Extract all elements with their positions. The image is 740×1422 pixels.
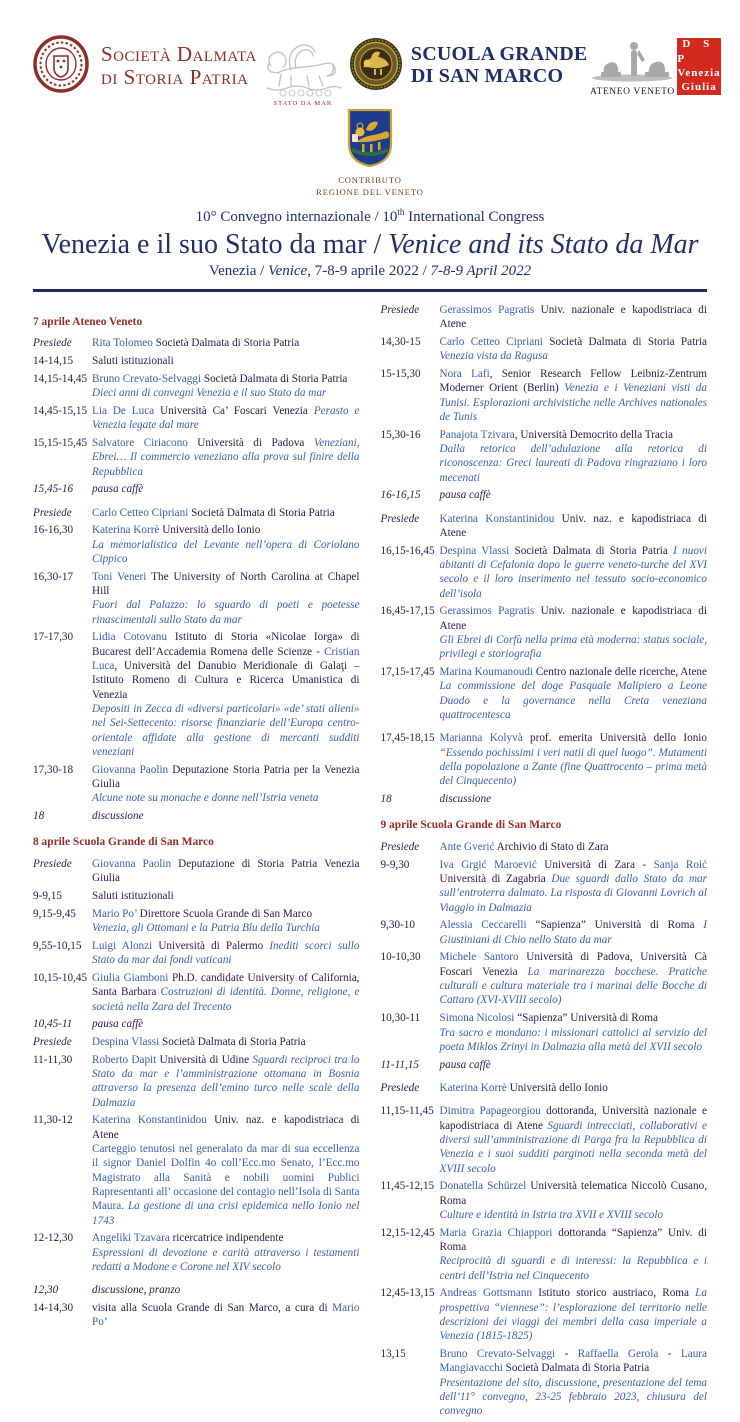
program-row [381,665,708,722]
time-slot: 10,45-11 [33,1018,73,1031]
affiliation-text: Centro nazionale delle ricerche, Atene [533,666,707,679]
congress-subtitle: 10° Convegno internazionale / 10th International Congress [195,206,545,225]
affiliation-text: Ph.D. candidate University of California, Santa Barbara [92,971,360,999]
time-slot: 9,55-10,15 [33,939,82,952]
break-note: pausa caffè [92,483,144,496]
congress-title: Venezia e il suo Stato da mar / Venice and its Stato da Mar [41,228,699,260]
scuola-grande-wordmark: SCUOLA GRANDE DI SAN MARCO [410,43,588,87]
program-row [33,630,360,759]
program-row [33,1035,360,1049]
entry-text [92,630,360,759]
talk-title: La gestione di una crisi epidemica nello Ionio nel 1743 [92,1200,360,1227]
program-row [33,506,360,520]
affiliation-text: Univ. nazionale e kapodistriaca di Atene [439,605,707,632]
speaker-name: Lidia Cotovanu [92,631,167,644]
program-row [381,858,708,915]
talk-title: La memorialistica del Levante nell’opera di Coriolano Cippico [92,538,360,565]
affiliation-text: prof. emerita Università dello Ionio [522,732,707,745]
time-slot: 11-11,30 [33,1053,73,1066]
program-row [33,436,360,479]
program-row [33,482,360,496]
entry-text [92,436,360,479]
program-row [381,731,708,788]
speaker-name: Katerina Korrè [92,524,160,537]
program-row [381,1104,708,1176]
entry-text [92,939,360,968]
affiliation-text: ricercatrice indipendente [169,1232,284,1245]
affiliation-text: Deputazione di Storia Patria Venezia Giulia [92,858,360,885]
affiliation-text: Università di Padova [187,436,314,449]
affiliation-text: Saluti istituzionali [92,355,174,368]
time-slot: Presiede [380,303,420,316]
program-row [33,1113,360,1228]
logo-regione-veneto [33,108,707,199]
speaker-name: Nora Lafi [439,367,490,380]
logo-stato-da-mar [257,36,349,107]
affiliation-text: Direttore Scuola Grande di San Marco [136,907,313,920]
entry-text [92,570,360,627]
speaker-name: Sanja Roić [653,858,707,871]
entry-text [92,354,360,368]
time-slot: 12-12,30 [33,1232,74,1245]
time-slot: Presiede [380,841,420,853]
affiliation-text: Università di Udine [156,1053,253,1066]
entry-text [92,523,360,566]
entry-text [92,1053,360,1110]
speaker-name: Mario Po’ [92,907,137,920]
time-slot: 18 [380,793,392,806]
affiliation-text: Società Dalmata di Storia Patria [201,372,348,385]
program-row [381,918,708,947]
talk-title: Alcune note su monache e donne nell’Istria veneta [92,792,319,805]
affiliation-text: Università dello Ionio [159,524,261,537]
stato-da-mar-lion-icon [257,85,349,102]
logo-scuola-grande [349,37,588,96]
logo-ateneo-veneto [587,36,677,97]
speaker-name: Marina Koumanoudi [439,666,534,679]
time-slot: 10,15-10,45 [33,971,88,984]
affiliation-text: The University of North Carolina at Chapel Hill [92,570,360,598]
program-row [33,1053,360,1110]
divider-rule [33,289,707,292]
time-slot: 14,45-15,15 [33,404,88,417]
entry-text [92,1231,360,1274]
program-row [33,372,360,401]
entry-text [440,918,708,947]
speaker-name: Cristian Luca [92,645,360,673]
time-slot: 11,45-12,15 [380,1180,435,1193]
program-row [381,1058,708,1072]
entry-text [440,367,708,424]
affiliation-text: Società Dalmata di Storia Patria [152,337,300,350]
entry-text [440,544,708,601]
affiliation-text: Università dello Ionio [506,1081,608,1094]
program-column-left [33,303,360,1333]
program-row [33,763,360,806]
time-slot: 13,15 [380,1348,406,1361]
affiliation-text: visita alla Scuola Grande di San Marco, a cura di [92,1302,333,1315]
affiliation-text: “Sapienza” Università di Roma [526,919,704,932]
dsp-line1: D S P [677,38,715,65]
program-row [33,809,360,823]
time-slot: 9-9,30 [380,858,410,871]
talk-title: La marinarezza bocchese. Pratiche culturali e cultura materiale tra i marinai delle Bocche di Cattaro (XVI-XVIII secolo) [439,965,707,1007]
affiliation-text: Università di Zagabria [439,873,552,886]
speaker-name: Angeliki Tzavara [92,1232,170,1245]
time-slot: 14-14,15 [33,355,74,368]
stato-da-mar-caption: STATO DA MAR [273,99,333,107]
time-slot: 11,15-11,45 [380,1105,434,1118]
affiliation-text: Società Dalmata di Storia Patria [502,1362,650,1375]
entry-text [92,889,360,903]
speaker-name: Giulia Giamboni [92,971,169,984]
program-row [381,840,708,854]
logos-row [33,26,721,107]
entry-text [92,404,360,433]
program-row [381,544,708,601]
time-slot: 9-9,15 [33,890,62,903]
time-slot: 12,30 [33,1284,59,1297]
program-row [33,1283,360,1297]
time-slot: 17,30-18 [33,763,74,776]
affiliation-text: Società Dalmata di Storia Patria [509,544,674,557]
program-row [381,1226,708,1283]
talk-title: Venezia e i Veneziani visti da Tunisi. Esplorazioni archivistiche nelle Archives nationales de Tunis [439,382,707,423]
program-row [33,857,360,886]
program-row [381,1081,708,1095]
affiliation-text: - [658,1348,681,1361]
affiliation-text: Società Dalmata di Storia Patria [542,335,707,348]
speaker-name: Despina Vlassi [439,544,510,557]
talk-title: Veneziani, Ebrei… Il commercio veneziano alla prova sul finire della Repubblica [92,436,360,478]
program-row [381,488,708,502]
entry-text [92,857,360,886]
talk-title: Venezia vista da Ragusa [439,350,548,363]
affiliation-text: , Senior Research Fellow Leibniz-Zentrum Moderner Orient (Berlin) [439,367,707,395]
affiliation-text: Istituto storico austriaco, Roma [532,1287,696,1300]
program-row [381,367,708,424]
talk-title: Fuori dal Palazzo: lo sguardo di poeti e poetesse rinascimentali sullo Stato da mar [92,599,360,626]
entry-text [440,665,708,722]
program-row [381,1286,708,1343]
time-slot: 12,45-13,15 [380,1287,435,1300]
affiliation-text: Università Ca’ Foscari Venezia [154,404,314,417]
speaker-name: Mario Po’ [92,1302,360,1329]
entry-text [92,1113,360,1228]
speaker-name: Despina Vlassi [92,1036,160,1048]
program-row [33,939,360,968]
speaker-name: Dimitra Papageorgiou [439,1105,541,1118]
talk-title: Costruzioni di identità. Donne, religione, e società nella Zara del Trecento [92,986,360,1013]
program-row [33,971,360,1014]
time-slot: Presiede [33,337,72,350]
affiliation-text: - [555,1348,578,1361]
break-note: pausa caffè [439,489,491,502]
scuola-grande-seal-icon [349,37,403,96]
time-slot: Presiede [33,858,72,871]
time-slot: Presiede [380,1081,420,1094]
contributo-caption: CONTRIBUTO REGIONE DEL VENETO [316,175,424,197]
talk-title: Tra sacro e mondano: i missionari cattolici al servizio del poeta Miklos Zrinyi in Dalmazia alla metà del XVII secolo [439,1026,707,1053]
affiliation-text: Univ. nazionale e kapodistriaca di Atene [439,303,707,331]
talk-title: La commissione del doge Pasquale Malipiero a Leone Duodo e la governance nella Creta veneziana quattrocentesca [439,680,707,722]
entry-text [92,1283,360,1297]
speaker-name: Giovanna Paolin [92,858,172,871]
speaker-name: Michele Santoro [439,951,519,964]
talk-title: Gli Ebrei di Corfù nella prima età moderna: status sociale, privilegi e storiografia [439,634,707,661]
talk-title: Depositi in Zecca di «diversi particolari» «de’ stati alieni» nel Sei-Settecento: risorse finanziarie dell’Europa centro-orientale affidate alla gestione di mercanti sudditi veneziani [92,703,360,759]
time-slot: 16,15-16,45 [380,544,435,557]
title-block [33,207,707,280]
program-columns [33,303,707,1422]
program-column-right [381,303,708,1422]
time-slot: 15-15,30 [380,367,421,380]
speaker-name: Raffaella Gerola [577,1348,659,1361]
affiliation-text: dottoranda, Università nazionale e kapodistriaca di Atene [439,1105,707,1132]
talk-description: Carteggio tenutosi nel generalato da mar di sua eccellenza il signor Daniel Dolfin 4o coll’Ecc.mo Senato, l’Ecc.mo Magistrato alla Sanità e nobili uomini Publici Rapresentanti all’ occasione del contagio nell’Isola di Santa Maura. [92,1143,360,1213]
entry-text [92,506,360,520]
entry-text [92,971,360,1014]
talk-title: Reciprocità di sguardi e di interessi: la Repubblica e i centri dell’Istria nel Cinquecento [439,1255,707,1282]
affiliation-text: Università di Palermo [152,939,270,952]
time-slot: 14-14,30 [33,1302,74,1315]
affiliation-text: , Università Democrito della Tracia [514,428,673,441]
speaker-name: Ante Gverić [439,841,495,853]
program-row [381,1347,708,1419]
affiliation-text: dottoranda “Sapienza” Univ. di Roma [439,1226,707,1253]
entry-text [440,1347,708,1419]
entry-text [440,512,708,541]
dsp-line3: Giulia [681,81,717,94]
speaker-name: Toni Veneri [92,570,147,583]
time-slot: 11,30-12 [33,1114,73,1127]
talk-title: La prospettiva “viennese”: l’esplorazione del territorio nelle descrizioni dei viaggi dei membri della casa imperiale a Venezia (1815-1825) [439,1287,707,1343]
ateneo-veneto-statues-icon [587,69,677,86]
program-row [381,792,708,806]
program-row [381,1179,708,1222]
entry-text [440,1081,708,1095]
affiliation-text: Università telematica Niccolò Cusano, Roma [439,1180,707,1207]
entry-text [440,792,708,806]
talk-title: I Giustiniani di Chio nello Stato da mar [439,919,707,946]
entry-text [92,1017,360,1031]
affiliation-text: Istituto di Storia «Nicolae Iorga» di Bucarest dell’Accademia Romena delle Scienze - [92,631,360,658]
time-slot: 17,45-18,15 [380,732,435,745]
regione-veneto-crest-icon [346,155,394,172]
talk-title: Sguardi intrecciati, collaborativi e diversi sull’amministrazione di Parga fra la Repubblica di Venezia e i suoi sudditi parginoti nella seconda metà del XVIII secolo [439,1119,707,1175]
time-slot: Presiede [33,1036,72,1048]
time-slot: 9,15-9,45 [33,907,76,920]
program-row [33,523,360,566]
program-row [33,404,360,433]
speaker-name: Andreas Gottsmann [439,1287,533,1300]
session-header: 9 aprile Scuola Grande di San Marco [380,819,562,832]
break-note: discussione, pranzo [92,1284,181,1297]
societa-dalmata-seal-icon [33,35,89,98]
time-slot: 10,30-11 [380,1012,421,1025]
entry-text [440,303,708,332]
time-slot: 16-16,30 [33,524,74,537]
entry-text [92,809,360,823]
talk-title: Due sguardi dallo Stato da mar sull’entroterra dalmato. La risposta di Giovanni Lovrich al Viaggio in Dalmazia [439,873,708,914]
speaker-name: Gerassimos Pagratis [439,303,535,316]
time-slot: 12,15-12,45 [380,1226,435,1239]
time-slot: 17-17,30 [33,631,74,644]
time-slot: 14,30-15 [380,335,421,348]
program-row [33,1231,360,1274]
speaker-name: Katerina Konstantinidou [439,512,555,525]
program-row [33,1301,360,1330]
program-row [33,354,360,368]
talk-title: I nuovi abitanti di Cefalonia dopo le guerre veneto-turche del XVI secolo e il loro inserimento nel tessuto socio-economico dell’isola [439,544,707,600]
break-note: discussione [92,810,144,823]
speaker-name: Salvatore Ciriacono [92,436,188,449]
entry-text [92,763,360,806]
entry-text [440,840,708,854]
time-slot: 16,30-17 [33,570,74,583]
time-slot: 18 [33,810,45,823]
entry-text [92,1301,360,1330]
speaker-name: Luigi Alonzi [92,939,153,952]
entry-text [440,731,708,788]
program-row [33,336,360,350]
time-slot: Presiede [380,512,420,525]
program-row [381,950,708,1007]
talk-title: Sguardi reciproci tra lo Stato da mar e l’amministrazione ottomana in Bosnia attraverso la presenza dell’emino turco nelle scale della Dalmazia [92,1053,360,1109]
program-row [33,1017,360,1031]
session-header: 8 aprile Scuola Grande di San Marco [33,836,214,849]
entry-text [92,372,360,401]
time-slot: 16-16,15 [380,489,421,502]
entry-text [440,335,708,364]
program-row [381,512,708,541]
speaker-name: Marianna Kolyvà [439,732,523,745]
break-note: pausa caffè [92,1018,144,1031]
time-slot: 10-10,30 [380,951,421,964]
affiliation-text: Archivio di Stato di Zara [494,841,609,853]
speaker-name: Alessia Ceccarelli [439,919,527,932]
affiliation-text: Società Dalmata di Storia Patria [159,1036,306,1048]
speaker-name: Roberto Dapit [92,1053,157,1066]
time-slot: 11-11,15 [380,1058,419,1071]
affiliation-text: Saluti istituzionali [92,890,174,903]
entry-text [440,950,708,1007]
entry-text [440,1011,708,1054]
speaker-name: Donatella Schürzel [439,1180,527,1193]
entry-text [440,428,708,485]
time-slot: 15,15-15,45 [33,436,88,449]
speaker-name: Lia De Luca [92,404,155,417]
speaker-name: Rita Tolomeo [92,337,153,350]
program-row [381,428,708,485]
logo-societa-dalmata [33,35,257,98]
entry-text [92,482,360,496]
program-row [33,889,360,903]
talk-title: Dalla retorica dell’adulazione alla retorica di riconoscenza: Greci laureati di Padova ringraziano i loro mecenati [439,442,707,484]
speaker-name: Giovanna Paolin [92,763,169,776]
entry-text [440,1226,708,1283]
entry-text [440,1286,708,1343]
affiliation-text: Univ. naz. e kapodistriaca di Atene [439,512,708,539]
entry-text [440,1104,708,1176]
break-note: discussione [439,793,492,806]
speaker-name: Katerina Korrè [439,1081,507,1094]
time-slot: 17,15-17,45 [380,666,435,679]
talk-title: Espressioni di devozione e carità attraverso i testamenti redatti a Modone e Corone nel XIV secolo [92,1246,360,1274]
entry-text [440,1058,708,1072]
societa-dalmata-wordmark: Società Dalmata di Storia Patria [101,41,257,89]
program-row [381,335,708,364]
entry-text [92,336,360,350]
speaker-name: Gerassimos Pagratis [439,605,535,618]
program-row [33,570,360,627]
dsp-line2: Venezia [677,67,721,79]
speaker-name: Bruno Crevato-Selvaggi [92,372,202,385]
affiliation-text: “Sapienza” Università di Roma [514,1012,658,1025]
program-row [381,1011,708,1054]
entry-text [440,488,708,502]
talk-title: Culture e identità in Istria tra XVII e XVIII secolo [439,1208,664,1221]
talk-title: Presentazione del sito, discussione, presentazione del tema dell’11° convegno, 23-25 febbraio 2023, chiusura del convegno [439,1376,707,1418]
time-slot: 15,30-16 [380,428,421,441]
speaker-name: Simona Nicolosi [439,1012,515,1025]
entry-text [440,604,708,661]
entry-text [92,907,360,936]
affiliation-text: Società Dalmata di Storia Patria [188,506,335,519]
program-row [381,604,708,661]
talk-title: Perasto e Venezia legate dal mare [92,404,360,432]
entry-text [440,1179,708,1222]
entry-text [440,858,708,915]
session-header: 7 aprile Ateneo Veneto [33,315,143,328]
congress-dates: Venezia / Venice, 7-8-9 aprile 2022 / 7-8-9 April 2022 [208,262,532,279]
speaker-name: Carlo Cetteo Cipriani [439,335,543,348]
time-slot: 14,15-14,45 [33,372,88,385]
speaker-name: Laura Mangiavacchi [439,1348,707,1375]
speaker-name: Panajota Tzivara [439,428,515,441]
talk-title: Inediti scorci sullo Stato da mar dai fondi vaticani [92,939,360,967]
affiliation-text: Università di Padova, Università Cà Foscari Venezia [439,951,707,978]
program-row [381,303,708,332]
affiliation-text: Università di Zara - [536,858,654,871]
speaker-name: Bruno Crevato-Selvaggi [439,1348,556,1361]
logo-dsp-venezia-giulia [677,38,720,95]
speaker-name: Carlo Cetteo Cipriani [92,506,189,519]
speaker-name: Maria Grazia Chiappori [439,1226,553,1239]
entry-text [92,1035,360,1049]
time-slot: 16,45-17,15 [380,605,435,618]
time-slot: 9,30-10 [380,919,415,932]
affiliation-text: Deputazione Storia Patria per la Venezia Giulia [92,763,360,791]
talk-title: Dieci anni di convegni Venezia e il suo Stato da mar [92,387,327,400]
speaker-name: Iva Grgić Maroević [439,858,537,871]
affiliation-text: Univ. naz. e kapodistriaca di Atene [92,1114,360,1141]
time-slot: Presiede [33,506,72,519]
break-note: pausa caffè [439,1058,491,1071]
speaker-name: Katerina Konstantinidou [92,1114,207,1127]
talk-title: Venezia, gli Ottomani e la Patria Blu della Turchia [92,922,320,935]
time-slot: 15,45-16 [33,483,74,496]
affiliation-text: , Università del Danubio Meridionale di Galaţi – Istituto Romeno di Cultura e Ricerca Umanistica di Venezia [92,660,360,701]
ateneo-veneto-caption: ATENEO VENETO [590,86,675,97]
program-row [33,907,360,936]
talk-title: “Essendo pochissimi i veri natii di quel luogo”. Mutamenti della popolazione a Zante (fine Quattrocento – prima metà del Cinquecento) [439,746,707,788]
